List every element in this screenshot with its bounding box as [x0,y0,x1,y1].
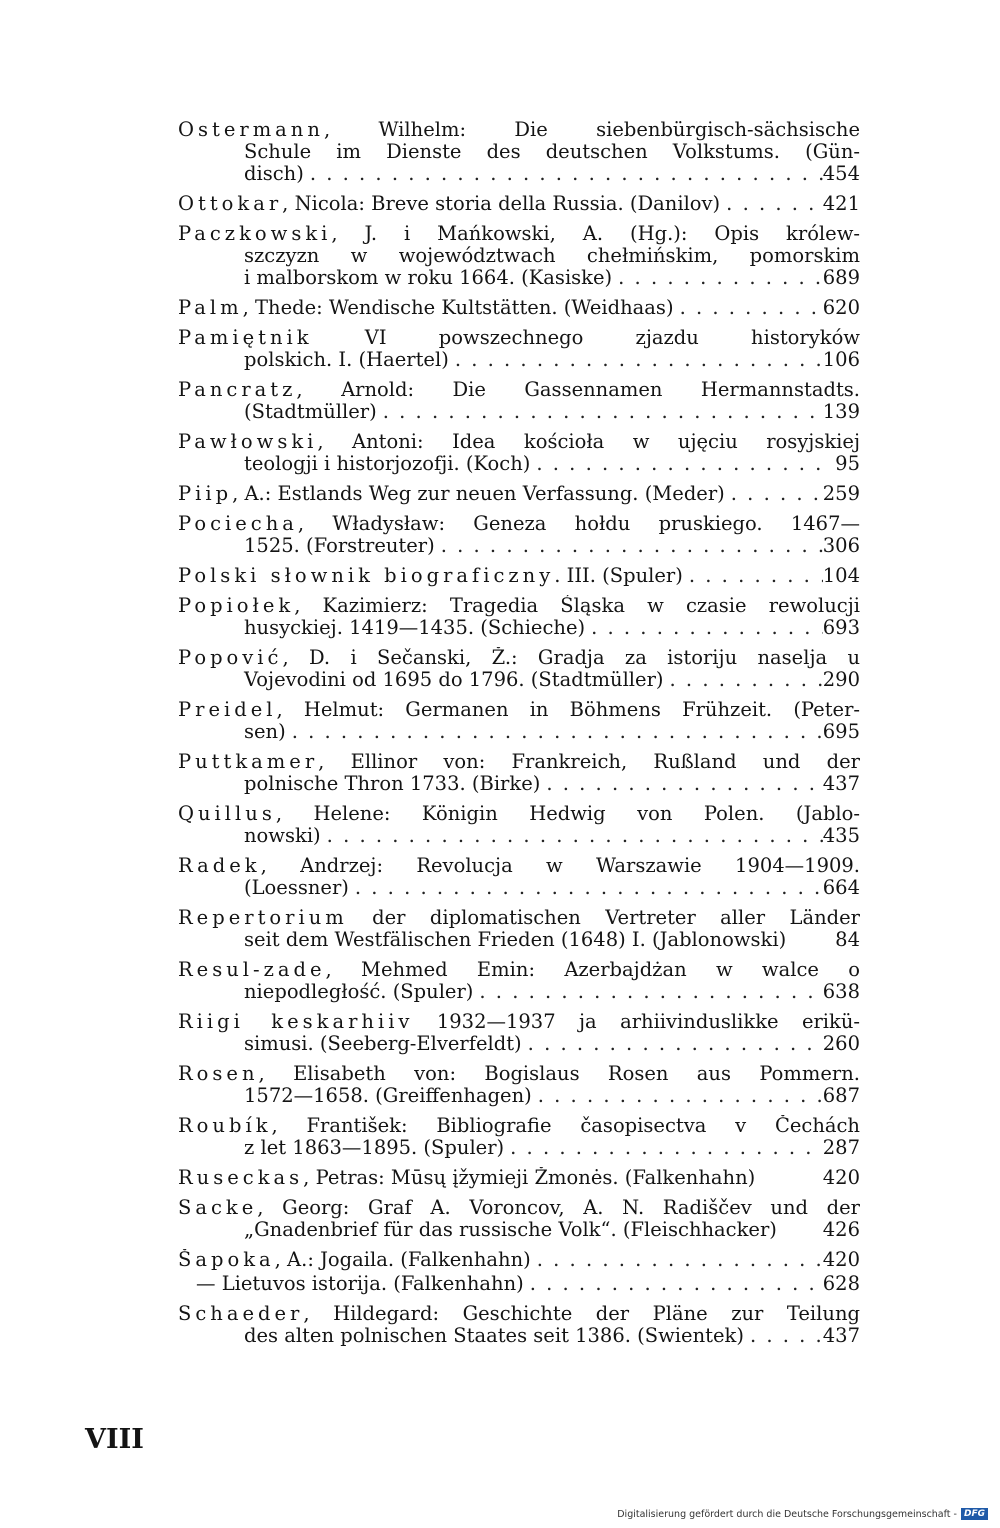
entry-line [178,349,860,371]
entry-author: Repertorium [178,907,348,929]
entry-text: Ruseckas, Petras: Mūsų įžymieji Žmonės. (Falkenhahn) [178,1167,756,1189]
leader-dots [664,669,823,691]
entry-page-number: 437 [822,1325,860,1347]
entry-text: teologji i historjozofji. (Koch) [244,453,531,475]
entry-line [178,699,860,721]
index-entry [178,565,860,587]
entry-text: (Loessner) [244,877,349,899]
entry-page-number: 287 [822,1137,860,1159]
entry-author: Polski słownik biograficzny [178,565,555,587]
entry-page-number: 104 [822,565,860,587]
entry-line [178,1137,860,1159]
entry-line [178,223,860,245]
entry-line [178,721,860,743]
entry-author: Resul-zade [178,959,326,981]
index-entry [178,699,860,743]
entry-author: Pawłowski [178,431,318,453]
leader-dots [321,825,823,847]
entry-line [178,379,860,401]
entry-line [178,1063,860,1085]
index-entry [178,1011,860,1055]
entry-text: Piip, A.: Estlands Weg zur neuen Verfassung. (Meder) [178,483,725,505]
entry-line [178,855,860,877]
entry-author: Piip [178,483,233,505]
entry-author: Paczkowski [178,223,332,245]
entry-line [178,825,860,847]
entry-line [178,1115,860,1137]
entry-line [178,1085,860,1107]
entry-author: Rosen [178,1063,259,1085]
entry-author: Sacke [178,1197,258,1219]
entry-text: , Władysław: Geneza hołdu pruskiego. 1467— [297,513,860,535]
entry-author: Quillus [178,803,276,825]
entry-line [178,669,860,691]
entry-text: , Hildegard: Geschichte der Pläne zur Teilung [303,1303,860,1325]
entry-text: , František: Bibliografie časopisectva v Čechách [271,1115,860,1137]
entry-page-number: 689 [822,267,860,289]
entry-text: , Mehmed Emin: Azerbajdżan w walce o [325,959,860,981]
entry-line [178,1303,860,1325]
entry-line [178,803,860,825]
entry-page-number: 426 [822,1219,860,1241]
entry-text: , Kazimierz: Tragedia Śląska w czasie rewolucji [294,595,860,617]
entry-page-number: 687 [822,1085,860,1107]
entry-text: Vojevodini od 1695 do 1796. (Stadtmüller) [244,669,664,691]
entry-text: niepodległość. (Spuler) [244,981,474,1003]
index-entry [178,327,860,371]
index-entry [178,1197,860,1241]
entry-author: Roubík [178,1115,272,1137]
entry-page-number: 638 [822,981,860,1003]
entry-line [178,647,860,669]
entry-author: Šapoka [178,1249,275,1271]
entry-text: , Helmut: Germanen in Böhmens Frühzeit. (Peter- [276,699,860,721]
entry-text: VI powszechnego zjazdu historyków [312,327,860,349]
entry-author: Puttkamer [178,751,319,773]
entry-line [178,773,860,795]
entry-line [178,1011,860,1033]
entry-author: Pociecha [178,513,298,535]
leader-dots [530,453,832,475]
entry-text: sen) [244,721,286,743]
entry-text: des alten polnischen Staates seit 1386. (Swientek) [244,1325,744,1347]
leader-dots [585,617,823,639]
entry-line: szczyzn w województwach chełmińskim, pomorskim [244,245,860,267]
entry-text: , Elisabeth von: Bogislaus Rosen aus Pommern. [258,1063,860,1085]
index-entry [178,431,860,475]
leader-dots [674,297,823,319]
index-entry [178,647,860,691]
index-entry [178,1063,860,1107]
entry-line [178,877,860,899]
entry-line [178,1249,860,1271]
entry-line [178,751,860,773]
entry-author: Schaeder [178,1303,304,1325]
entry-text: i malborskom w roku 1664. (Kasiske) [244,267,613,289]
entry-page-number: 693 [822,617,860,639]
entry-line [178,431,860,453]
entry-line [178,1197,860,1219]
entry-page-number: 420 [822,1249,860,1271]
entry-text: , Arnold: Die Gassennamen Hermannstadts. [296,379,860,401]
entry-line [178,1325,860,1347]
entry-line [178,981,860,1003]
entry-page-number: 695 [822,721,860,743]
leader-dots [473,981,822,1003]
entry-line [178,163,860,185]
entry-author: Radek [178,855,261,877]
entry-line [178,267,860,289]
entry-page-number: 454 [822,163,860,185]
entry-line [178,483,860,505]
entry-page-number: 628 [822,1273,860,1295]
entry-text: seit dem Westfälischen Frieden (1648) I. (Jablonowski) [244,929,787,951]
leader-dots [524,1273,823,1295]
entry-line: Schule im Dienste des deutschen Volkstums. (Gün- [244,141,860,163]
index-entry [178,959,860,1003]
entry-text: polskich. I. (Haertel) [244,349,449,371]
entry-page-number: 106 [822,349,860,371]
entry-text: Polski słownik biograficzny. III. (Spuler) [178,565,683,587]
entry-text: , J. i Mańkowski, A. (Hg.): Opis królew- [331,223,860,245]
leader-dots [744,1325,823,1347]
leader-dots [720,193,823,215]
leader-dots [449,349,823,371]
entry-line [178,1273,860,1295]
entry-text: disch) [244,163,304,185]
index-entry [178,513,860,557]
entry-page-number: 664 [822,877,860,899]
index-entry [178,1167,860,1189]
index-entry [178,803,860,847]
leader-dots [304,163,823,185]
entry-line [178,595,860,617]
entry-text: Šapoka, A.: Jogaila. (Falkenhahn) [178,1249,531,1271]
index-entry [178,193,860,215]
entry-text: nowski) [244,825,321,847]
entry-page-number: 260 [822,1033,860,1055]
entry-text: der diplomatischen Vertreter aller Länder [347,907,860,929]
entry-line [178,193,860,215]
leader-dots [532,1085,823,1107]
entry-text: , Wilhelm: Die siebenbürgisch-sächsische [323,119,860,141]
entry-text: z let 1863—1895. (Spuler) [244,1137,505,1159]
entry-page-number: 437 [822,773,860,795]
entry-line [178,959,860,981]
entry-line [178,297,860,319]
index-entry [178,483,860,505]
leader-dots [540,773,822,795]
entry-line [178,513,860,535]
entry-author: Popović [178,647,283,669]
footer-text: Digitalisierung gefördert durch die Deutsche Forschungsgemeinschaft - [617,1508,957,1520]
dfg-logo-icon: DFG [961,1508,988,1520]
index-entries [178,119,860,1355]
leader-dots [435,535,823,557]
entry-text: 1932—1937 ja arhiivinduslikke erikü- [413,1011,860,1033]
entry-line [178,119,860,141]
entry-page-number: 420 [822,1167,860,1189]
entry-text: 1525. (Forstreuter) [244,535,435,557]
entry-text: — Lietuvos istorija. (Falkenhahn) [196,1273,524,1295]
entry-page-number: 95 [835,453,860,475]
entry-text: husyckiej. 1419—1435. (Schieche) [244,617,586,639]
entry-text: , Helene: Königin Hedwig von Polen. (Jablo- [275,803,860,825]
entry-text: , Ellinor von: Frankreich, Rußland und der [318,751,860,773]
index-entry [178,907,860,951]
entry-text: , Andrzej: Revolucja w Warszawie 1904—1909. [260,855,860,877]
entry-line [178,617,860,639]
index-entry [178,119,860,185]
entry-text: (Stadtmüller) [244,401,377,423]
entry-line [178,929,860,951]
entry-page-number: 84 [835,929,860,951]
entry-text: polnische Thron 1733. (Birke) [244,773,541,795]
leader-dots [531,1249,823,1271]
entry-line [178,1167,860,1189]
entry-line [178,453,860,475]
index-entry [178,1273,860,1295]
entry-text: Ottokar, Nicola: Breve storia della Russia. (Danilov) [178,193,721,215]
entry-line [178,327,860,349]
index-entry [178,1249,860,1271]
entry-text: , Antoni: Idea kościoła w ujęciu rosyjskiej [317,431,860,453]
leader-dots [504,1137,823,1159]
entry-text: „Gnadenbrief für das russische Volk“. (Fleischhacker) [244,1219,777,1241]
entry-author: Ostermann [178,119,324,141]
entry-author: Pancratz [178,379,297,401]
entry-page-number: 620 [822,297,860,319]
leader-dots [612,267,823,289]
entry-line [178,907,860,929]
entry-text: , Georg: Graf A. Voroncov, A. N. Radiščev und der [257,1197,860,1219]
index-entry [178,751,860,795]
entry-page-number: 306 [822,535,860,557]
entry-page-number: 139 [822,401,860,423]
entry-line [178,565,860,587]
leader-dots [522,1033,823,1055]
entry-page-number: 259 [822,483,860,505]
leader-dots [377,401,823,423]
page-number-roman: VIII [85,1424,144,1455]
leader-dots [286,721,823,743]
entry-text: , D. i Sečanski, Ž.: Gradja za istoriju naselja u [282,647,860,669]
leader-dots [349,877,823,899]
index-entry [178,297,860,319]
index-entry [178,1303,860,1347]
entry-page-number: 421 [822,193,860,215]
entry-page-number: 435 [822,825,860,847]
entry-text: Palm, Thede: Wendische Kultstätten. (Weidhaas) [178,297,674,319]
entry-line [178,1219,860,1241]
index-entry [178,223,860,289]
entry-page-number: 290 [822,669,860,691]
entry-author: Palm [178,297,243,319]
index-entry [178,379,860,423]
entry-author: Ruseckas [178,1167,304,1189]
entry-line [178,1033,860,1055]
entry-author: Pamiętnik [178,327,313,349]
entry-line [178,401,860,423]
entry-text: simusi. (Seeberg-Elverfeldt) [244,1033,522,1055]
leader-dots [725,483,823,505]
entry-line [178,535,860,557]
index-entry [178,1115,860,1159]
entry-author: Ottokar [178,193,283,215]
entry-author: Popiołek [178,595,295,617]
leader-dots [683,565,823,587]
entry-author: Preidel [178,699,277,721]
footer-credit [617,1508,988,1520]
index-entry [178,595,860,639]
entry-author: Riigi keskarhiiv [178,1011,414,1033]
index-entry [178,855,860,899]
entry-text: 1572—1658. (Greiffenhagen) [244,1085,532,1107]
